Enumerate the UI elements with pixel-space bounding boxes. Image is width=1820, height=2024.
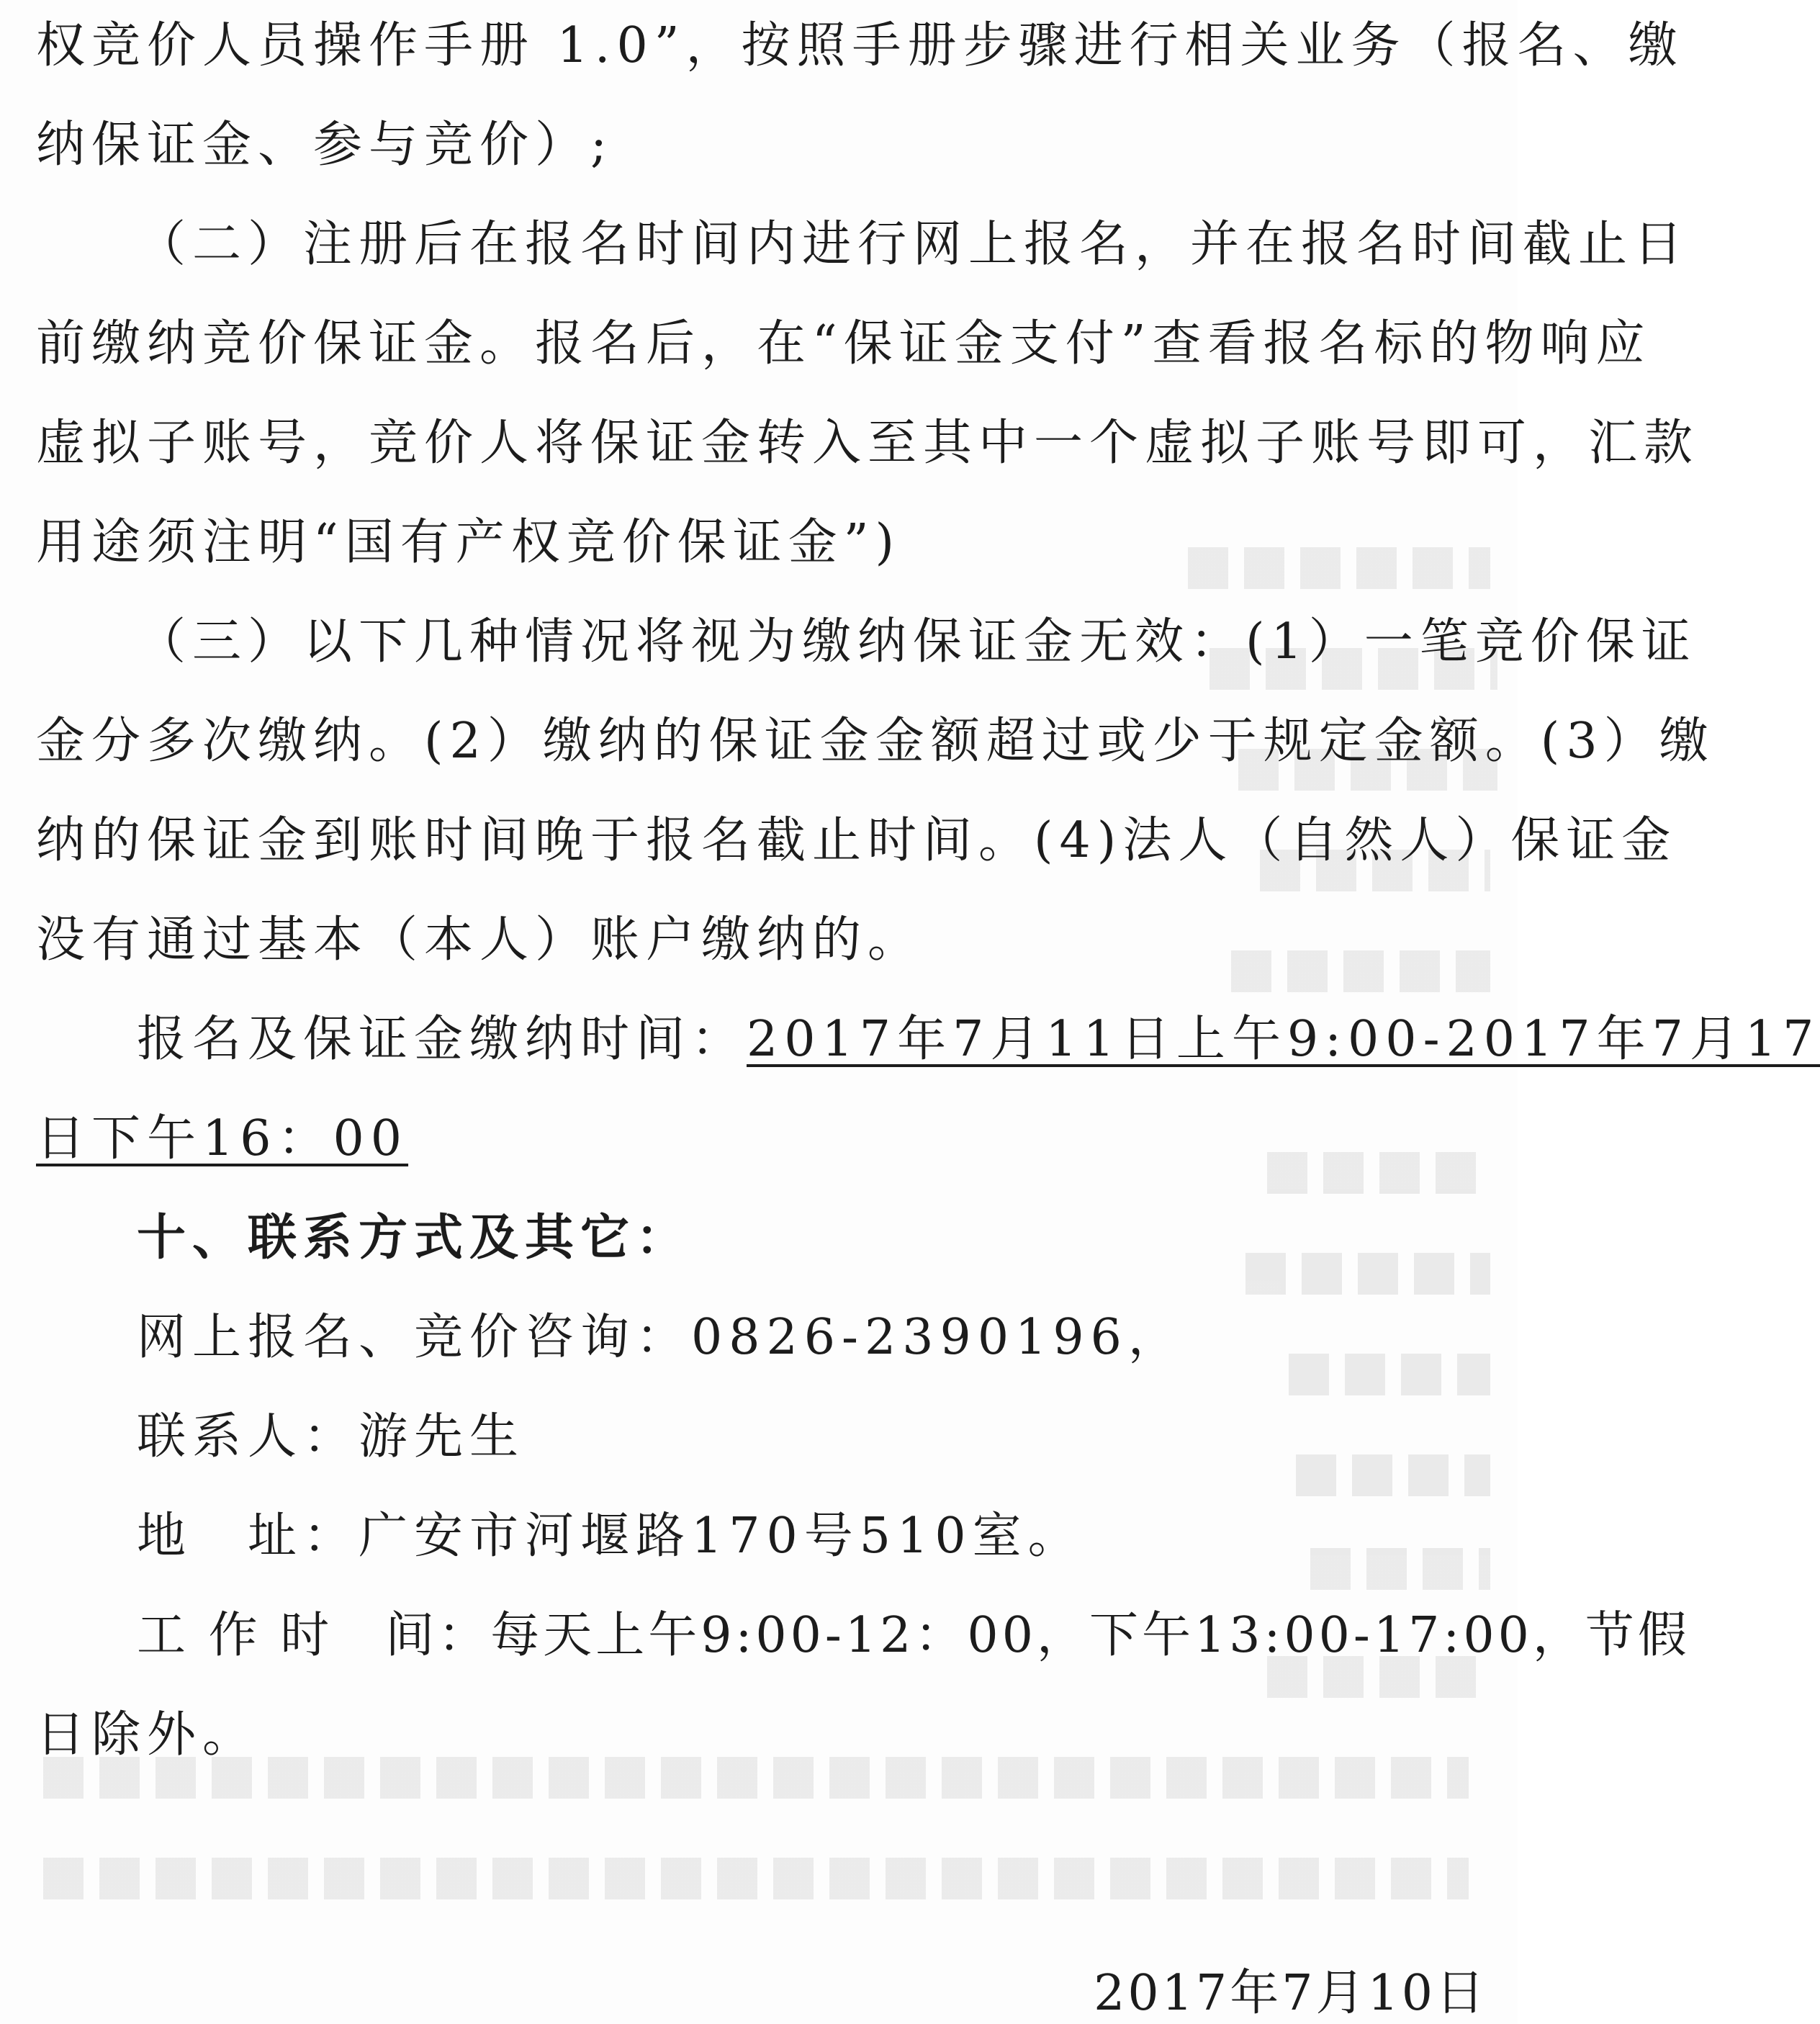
paragraph-2-line-4: 用途须注明“国有产权竞价保证金”) — [36, 514, 901, 571]
paragraph-2-line-1: （二）注册后在报名时间内进行网上报名，并在报名时间截止日 — [137, 216, 1690, 273]
paragraph-3-line-2: 金分多次缴纳。(2）缴纳的保证金金额超过或少于规定金额。(3）缴 — [36, 713, 1715, 770]
contact-person: 联系人：游先生 — [137, 1408, 526, 1465]
contact-hours-line-2: 日除外。 — [36, 1706, 258, 1763]
paragraph-1-line-1: 权竞价人员操作手册 1.0”，按照手册步骤进行相关业务（报名、缴 — [36, 17, 1684, 74]
registration-time-value: 2017年7月11日上午9:00-2017年7月17 — [747, 1011, 1820, 1068]
contact-hours-line-1: 工 作 时 间：每天上午9:00-12：00，下午13:00-17:00，节假 — [137, 1607, 1690, 1664]
contact-address: 地 址：广安市河堰路170号510室。 — [137, 1508, 1084, 1565]
paragraph-3-line-4: 没有通过基本（本人）账户缴纳的。 — [36, 912, 924, 968]
paragraph-2-line-2: 前缴纳竞价保证金。报名后，在“保证金支付”查看报名标的物响应 — [36, 315, 1652, 372]
paragraph-2-line-3: 虚拟子账号，竞价人将保证金转入至其中一个虚拟子账号即可，汇款 — [36, 415, 1700, 472]
paragraph-1-line-2: 纳保证金、参与竞价）; — [36, 117, 613, 174]
document-date: 2017年7月10日 — [1094, 1965, 1487, 2022]
section-heading-contact: 十、联系方式及其它： — [137, 1210, 692, 1267]
paragraph-3-line-1: （三）以下几种情况将视为缴纳保证金无效：(1）一笔竞价保证 — [137, 613, 1697, 670]
registration-label: 报名及保证金缴纳时间： — [137, 1011, 747, 1068]
contact-consult-phone: 网上报名、竞价咨询：0826-2390196， — [137, 1309, 1184, 1366]
registration-time-line-2 — [36, 1110, 409, 1167]
registration-time-line-1 — [137, 1011, 1820, 1068]
paragraph-3-line-3: 纳的保证金到账时间晚于报名截止时间。(4)法人（自然人）保证金 — [36, 812, 1677, 869]
registration-time-value-continued: 日下午16：00 — [36, 1110, 409, 1167]
